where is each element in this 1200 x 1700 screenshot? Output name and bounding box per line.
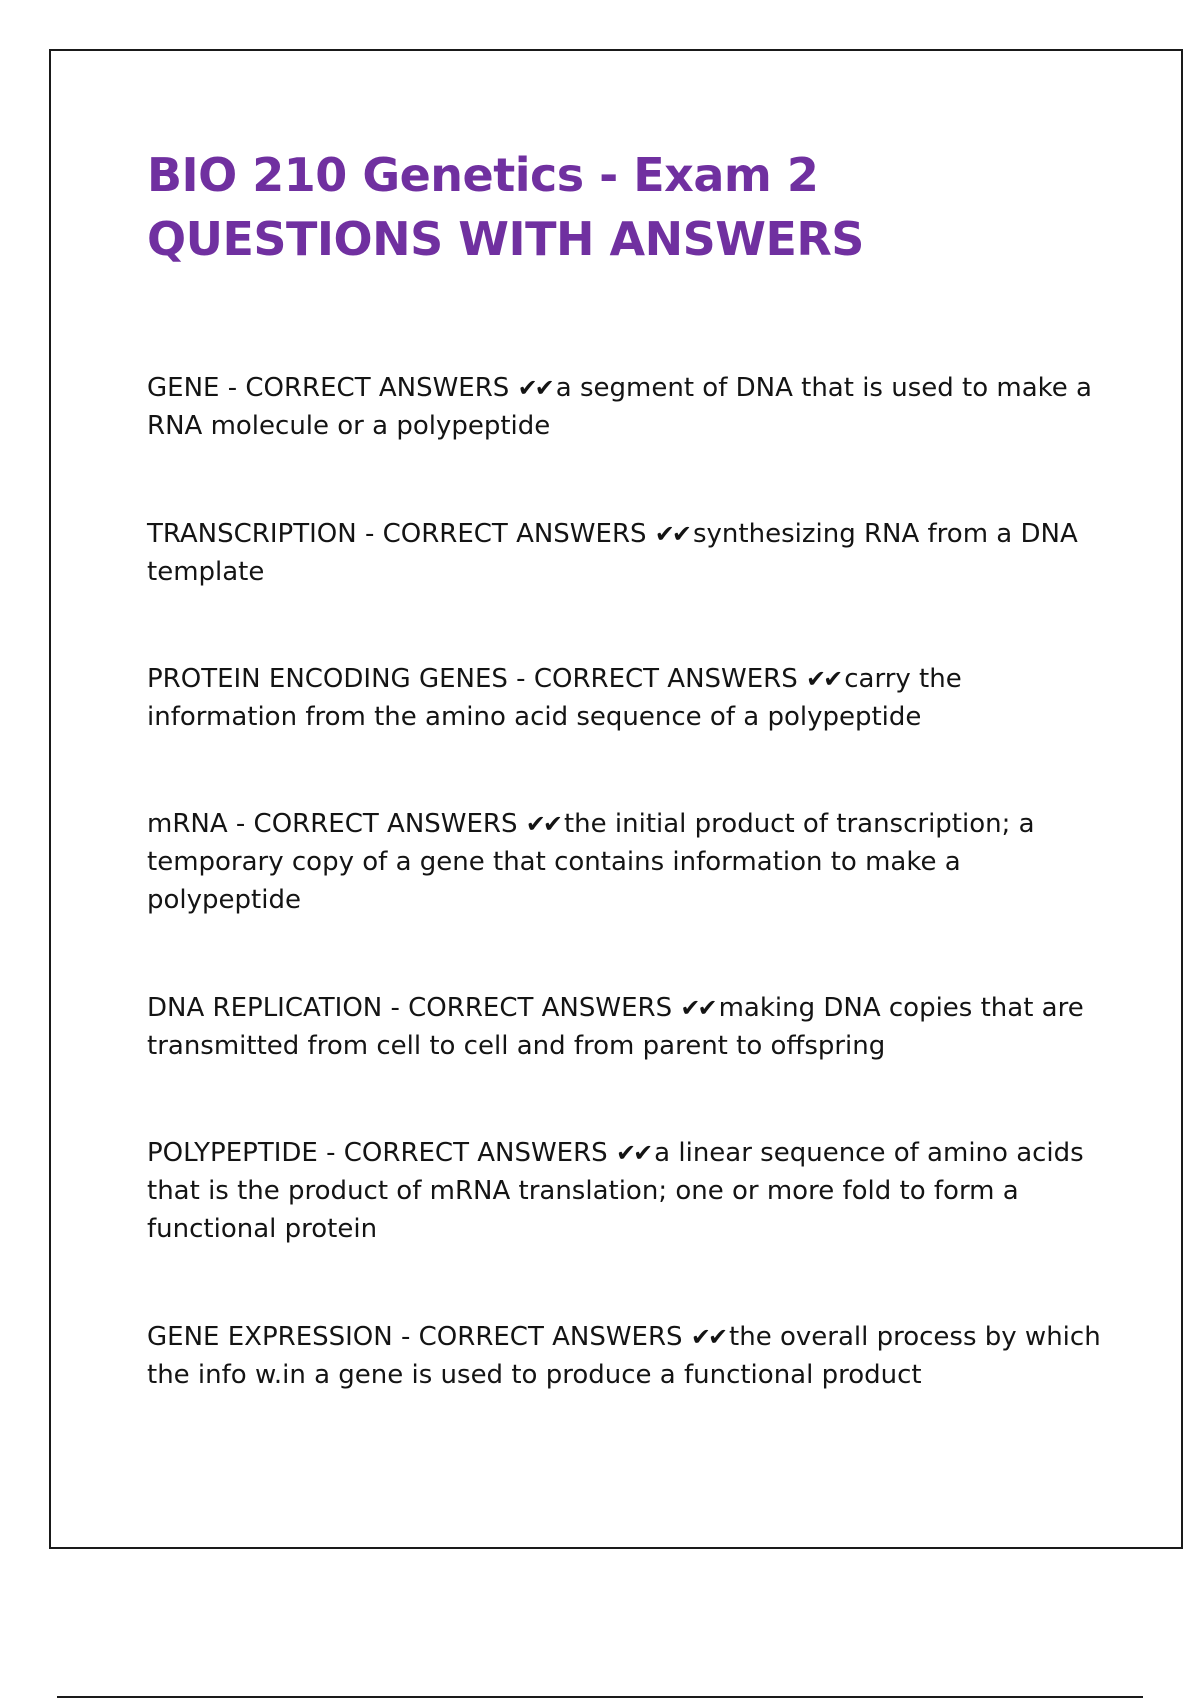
qa-term: mRNA xyxy=(147,809,228,839)
page-frame xyxy=(49,49,1183,1549)
qa-term: POLYPEPTIDE xyxy=(147,1138,318,1168)
double-check-icon: ✔✔ xyxy=(690,1323,726,1351)
double-check-icon: ✔✔ xyxy=(615,1139,651,1167)
qa-term: PROTEIN ENCODING GENES xyxy=(147,664,508,694)
qa-separator: - CORRECT ANSWERS xyxy=(400,1322,683,1352)
qa-item-dna-replication xyxy=(147,989,1107,1065)
document-title xyxy=(147,143,1107,271)
qa-separator: - CORRECT ANSWERS xyxy=(235,809,518,839)
qa-term: GENE xyxy=(147,373,220,403)
qa-item-transcription xyxy=(147,515,1107,591)
qa-separator: - CORRECT ANSWERS xyxy=(516,664,798,694)
double-check-icon: ✔✔ xyxy=(517,374,552,402)
qa-term: DNA REPLICATION xyxy=(147,993,383,1023)
title-line-1: BIO 210 Genetics - Exam 2 xyxy=(147,148,819,202)
qa-separator: - CORRECT ANSWERS xyxy=(390,993,673,1023)
qa-answer: the initial product of transcription; a temporary copy of a gene that contains information to make a polypeptide xyxy=(147,809,1035,915)
qa-term: GENE EXPRESSION xyxy=(147,1322,393,1352)
qa-item-protein-encoding-genes xyxy=(147,660,1107,736)
qa-separator: - CORRECT ANSWERS xyxy=(227,373,510,403)
qa-item-gene xyxy=(147,369,1107,445)
qa-separator: - CORRECT ANSWERS xyxy=(364,519,647,549)
qa-separator: - CORRECT ANSWERS xyxy=(326,1138,608,1168)
qa-item-polypeptide xyxy=(147,1134,1107,1248)
double-check-icon: ✔✔ xyxy=(654,520,689,548)
double-check-icon: ✔✔ xyxy=(680,994,715,1022)
qa-answer: carry the information from the amino acid sequence of a polypeptide xyxy=(147,664,962,732)
qa-answer: making DNA copies that are transmitted from cell to cell and from parent to offspring xyxy=(147,993,1084,1061)
qa-answer: synthesizing RNA from a DNA template xyxy=(147,519,1078,587)
qa-answer: a linear sequence of amino acids that is the product of mRNA translation; one or more fold to form a functional protein xyxy=(147,1138,1084,1244)
qa-term: TRANSCRIPTION xyxy=(147,519,357,549)
title-line-2: QUESTIONS WITH ANSWERS xyxy=(147,212,864,266)
qa-answer: a segment of DNA that is used to make a RNA molecule or a polypeptide xyxy=(147,373,1092,441)
qa-answer: the overall process by which the info w.in a gene is used to produce a functional product xyxy=(147,1322,1101,1390)
footer-divider xyxy=(57,1696,1143,1698)
double-check-icon: ✔✔ xyxy=(806,665,841,693)
qa-item-mrna xyxy=(147,805,1107,919)
qa-item-gene-expression xyxy=(147,1318,1107,1394)
double-check-icon: ✔✔ xyxy=(525,810,560,838)
